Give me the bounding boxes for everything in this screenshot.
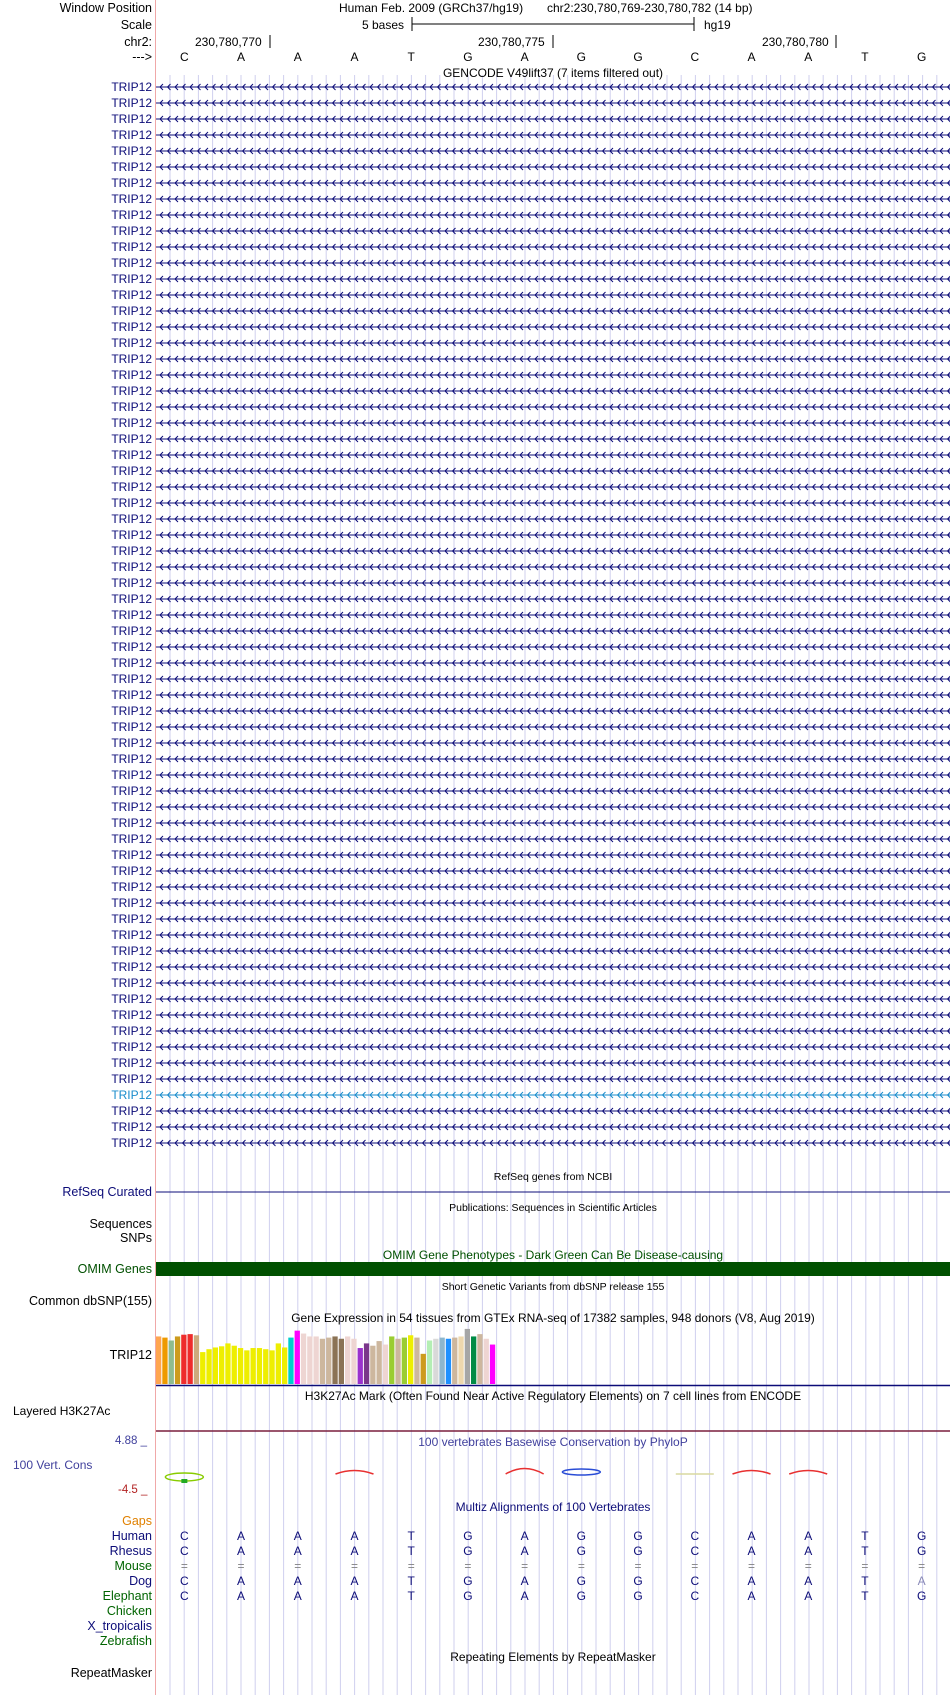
gtex-tissue-bar	[332, 1336, 337, 1384]
gtex-tissue-bar	[181, 1335, 186, 1384]
gencode-transcript-label[interactable]: TRIP12	[111, 256, 152, 270]
refseq-track-title[interactable]: RefSeq genes from NCBI	[493, 1171, 613, 1183]
scale-text: 5 bases	[362, 18, 405, 32]
gencode-transcript-label[interactable]: TRIP12	[111, 368, 152, 382]
publications-snps-label[interactable]: SNPs	[120, 1231, 152, 1245]
multiz-base: =	[464, 1559, 472, 1573]
assembly-title: Human Feb. 2009 (GRCh37/hg19)	[339, 1, 524, 15]
gencode-transcript-label[interactable]: TRIP12	[111, 704, 152, 718]
sequence-base: T	[861, 50, 869, 64]
gencode-transcript-label[interactable]: TRIP12	[111, 320, 152, 334]
multiz-base: T	[407, 1544, 415, 1558]
multiz-base: A	[237, 1574, 246, 1588]
multiz-base: G	[633, 1589, 643, 1603]
gtex-tissue-bar	[458, 1336, 463, 1384]
multiz-base: A	[747, 1529, 756, 1543]
multiz-base: =	[634, 1559, 642, 1573]
gencode-transcript-label[interactable]: TRIP12	[111, 896, 152, 910]
position-text[interactable]: chr2:230,780,769-230,780,782 (14 bp)	[547, 1, 753, 15]
multiz-base: A	[350, 1529, 359, 1543]
multiz-base: A	[350, 1589, 359, 1603]
multiz-base: C	[690, 1589, 700, 1603]
multiz-base: C	[180, 1529, 189, 1543]
multiz-species-label[interactable]: Chicken	[106, 1604, 152, 1618]
gencode-transcript-label[interactable]: TRIP12	[111, 928, 152, 942]
sequence-base: C	[180, 50, 189, 64]
gencode-transcript-label[interactable]: TRIP12	[111, 1136, 152, 1150]
gtex-tissue-bar	[288, 1338, 293, 1384]
gencode-transcript-label[interactable]: TRIP12	[111, 624, 152, 638]
ruler-tick-label: 230,780,775	[478, 35, 545, 49]
multiz-base: G	[633, 1544, 643, 1558]
multiz-base: =	[294, 1559, 302, 1573]
gtex-tissue-bar	[427, 1341, 432, 1385]
multiz-base: A	[293, 1544, 302, 1558]
gtex-tissue-bar	[440, 1338, 445, 1384]
gencode-transcript-label[interactable]: TRIP12	[111, 752, 152, 766]
multiz-base: G	[576, 1544, 587, 1558]
gencode-transcript-label[interactable]: TRIP12	[111, 688, 152, 702]
gtex-tissue-bar	[295, 1331, 300, 1384]
gtex-tissue-bar	[351, 1339, 356, 1384]
gencode-transcript-label[interactable]: TRIP12	[111, 1008, 152, 1022]
omim-track-title[interactable]: OMIM Gene Phenotypes - Dark Green Can Be Disease-causing	[382, 1248, 724, 1262]
multiz-base: C	[690, 1544, 700, 1558]
gtex-tissue-bar	[257, 1348, 262, 1384]
multiz-base: A	[520, 1574, 529, 1588]
gtex-tissue-bar	[282, 1347, 287, 1384]
gtex-tissue-bar	[370, 1346, 375, 1384]
gencode-transcript-label[interactable]: TRIP12	[111, 816, 152, 830]
gtex-tissue-bar	[477, 1334, 482, 1384]
gencode-transcript-label[interactable]: TRIP12	[111, 576, 152, 590]
gencode-transcript-label[interactable]: TRIP12	[111, 160, 152, 174]
gencode-transcript-label[interactable]: TRIP12	[111, 1072, 152, 1086]
repeatmasker-label[interactable]: RepeatMasker	[70, 1666, 152, 1680]
gtex-tissue-bar	[314, 1336, 319, 1384]
strand-label: --->	[132, 50, 152, 64]
phylop-label[interactable]: 100 Vert. Cons	[13, 1458, 93, 1472]
gtex-tissue-bar	[408, 1335, 413, 1384]
chrom-label: chr2:	[124, 35, 152, 49]
multiz-base: C	[180, 1574, 189, 1588]
multiz-species-label[interactable]: Dog	[129, 1574, 152, 1588]
gencode-transcript-label[interactable]: TRIP12	[111, 128, 152, 142]
gencode-transcript-label[interactable]: TRIP12	[111, 1024, 152, 1038]
gtex-tissue-bar	[421, 1354, 426, 1384]
gencode-transcript-label[interactable]: TRIP12	[111, 800, 152, 814]
omim-label[interactable]: OMIM Genes	[77, 1262, 152, 1276]
gencode-transcript-label[interactable]: TRIP12	[111, 944, 152, 958]
gencode-transcript-label[interactable]: TRIP12	[111, 960, 152, 974]
gencode-transcript-label[interactable]: TRIP12	[111, 480, 152, 494]
sequence-base: G	[633, 50, 643, 64]
gtex-tissue-bar	[307, 1336, 312, 1384]
multiz-base: =	[861, 1559, 869, 1573]
gtex-tissue-bar	[162, 1338, 167, 1384]
gencode-transcript-label[interactable]: TRIP12	[111, 336, 152, 350]
dbsnp-track-title[interactable]: Short Genetic Variants from dbSNP release 155	[441, 1281, 665, 1293]
gtex-track-title[interactable]: Gene Expression in 54 tissues from GTEx RNA-seq of 17382 samples, 948 donors (V8, Aug 2019)	[291, 1311, 815, 1325]
gencode-transcript-label[interactable]: TRIP12	[111, 976, 152, 990]
multiz-base: A	[350, 1574, 359, 1588]
sequence-base: A	[237, 50, 246, 64]
multiz-base: A	[293, 1589, 302, 1603]
gencode-transcript-label[interactable]: TRIP12	[111, 544, 152, 558]
multiz-species-label[interactable]: Elephant	[102, 1589, 152, 1603]
multiz-base: C	[690, 1529, 700, 1543]
gtex-tissue-bar	[326, 1338, 331, 1384]
gtex-tissue-bar	[269, 1350, 274, 1384]
multiz-base: =	[407, 1559, 415, 1573]
gtex-tissue-bar	[301, 1334, 306, 1384]
multiz-base: A	[293, 1574, 302, 1588]
gencode-transcript-label[interactable]: TRIP12	[111, 608, 152, 622]
gencode-transcript-label[interactable]: TRIP12	[111, 80, 152, 94]
multiz-base: C	[690, 1574, 700, 1588]
scale-label: Scale	[120, 18, 152, 32]
gencode-transcript-label[interactable]: TRIP12	[111, 112, 152, 126]
multiz-base: A	[804, 1574, 813, 1588]
multiz-base: C	[180, 1544, 189, 1558]
multiz-base: G	[463, 1544, 473, 1558]
multiz-base: A	[804, 1529, 813, 1543]
multiz-base: G	[576, 1574, 587, 1588]
sequence-base: T	[407, 50, 415, 64]
gtex-tissue-bar	[471, 1336, 476, 1384]
gtex-tissue-bar	[232, 1346, 237, 1384]
multiz-base: =	[521, 1559, 529, 1573]
multiz-base: =	[747, 1559, 755, 1573]
gencode-transcript-label[interactable]: TRIP12	[111, 144, 152, 158]
publications-sequences-label[interactable]: Sequences	[89, 1217, 152, 1231]
gtex-tissue-bar	[339, 1339, 344, 1384]
gtex-tissue-bar	[345, 1336, 350, 1384]
multiz-base: A	[293, 1529, 302, 1543]
gtex-tissue-bar	[446, 1339, 451, 1384]
gtex-tissue-bar	[402, 1338, 407, 1384]
phylop-track-title[interactable]: 100 vertebrates Basewise Conservation by PhyloP	[418, 1435, 688, 1449]
dbsnp-label[interactable]: Common dbSNP(155)	[29, 1294, 152, 1308]
gencode-transcript-label[interactable]: TRIP12	[111, 448, 152, 462]
multiz-base: G	[576, 1589, 587, 1603]
gencode-transcript-label[interactable]: TRIP12	[111, 192, 152, 206]
multiz-base: A	[804, 1589, 813, 1603]
multiz-species-label[interactable]: Zebrafish	[99, 1634, 152, 1648]
gencode-transcript-label[interactable]: TRIP12	[111, 1056, 152, 1070]
gtex-tissue-bar	[175, 1336, 180, 1384]
ruler-tick-label: 230,780,770	[195, 35, 262, 49]
gencode-transcript-label[interactable]: TRIP12	[111, 528, 152, 542]
gencode-transcript-label[interactable]: TRIP12	[111, 304, 152, 318]
gencode-transcript-label[interactable]: TRIP12	[111, 512, 152, 526]
gtex-tissue-bar	[200, 1352, 205, 1384]
gencode-transcript-label[interactable]: TRIP12	[111, 592, 152, 606]
multiz-base: A	[237, 1589, 246, 1603]
sequence-base: A	[293, 50, 302, 64]
gencode-transcript-label[interactable]: TRIP12	[111, 784, 152, 798]
multiz-base: A	[917, 1574, 926, 1588]
gencode-transcript-label[interactable]: TRIP12	[111, 912, 152, 926]
h3k27ac-label[interactable]: Layered H3K27Ac	[13, 1404, 111, 1418]
gencode-transcript-label[interactable]: TRIP12	[111, 400, 152, 414]
multiz-base: A	[804, 1544, 813, 1558]
multiz-base: =	[350, 1559, 358, 1573]
multiz-base: =	[180, 1559, 188, 1573]
gtex-tissue-bar	[452, 1338, 457, 1384]
gencode-transcript-label[interactable]: TRIP12	[111, 1120, 152, 1134]
gtex-tissue-bar	[364, 1343, 369, 1384]
gtex-tissue-bar	[276, 1343, 281, 1384]
multiz-track-title[interactable]: Multiz Alignments of 100 Vertebrates	[455, 1500, 651, 1514]
multiz-base: =	[691, 1559, 699, 1573]
multiz-species-label[interactable]: Mouse	[114, 1559, 152, 1573]
multiz-base: G	[633, 1574, 643, 1588]
multiz-base: A	[350, 1544, 359, 1558]
gencode-track-title[interactable]: GENCODE V49lift37 (7 items filtered out)	[442, 66, 664, 80]
gtex-tissue-bar	[383, 1345, 388, 1384]
gencode-transcript-label[interactable]: TRIP12	[111, 992, 152, 1006]
sequence-base: A	[520, 50, 529, 64]
multiz-base: T	[861, 1544, 869, 1558]
gtex-tissue-bar	[389, 1336, 394, 1384]
phylop-glyph	[181, 1479, 187, 1483]
gtex-tissue-bar	[238, 1348, 243, 1384]
gtex-tissue-bar	[484, 1339, 489, 1384]
multiz-base: T	[861, 1529, 869, 1543]
multiz-base: T	[861, 1589, 869, 1603]
gencode-transcript-label[interactable]: TRIP12	[111, 432, 152, 446]
gtex-tissue-bar	[358, 1348, 363, 1384]
gencode-transcript-label[interactable]: TRIP12	[111, 416, 152, 430]
gencode-transcript-label[interactable]: TRIP12	[111, 848, 152, 862]
multiz-base: A	[747, 1574, 756, 1588]
multiz-base: =	[577, 1559, 585, 1573]
gencode-transcript-label[interactable]: TRIP12	[111, 272, 152, 286]
gtex-tissue-bar	[206, 1349, 211, 1384]
gencode-transcript-label[interactable]: TRIP12	[111, 832, 152, 846]
multiz-species-label[interactable]: Rhesus	[109, 1544, 152, 1558]
gtex-tissue-bar	[244, 1350, 249, 1384]
gtex-tissue-bar	[490, 1345, 495, 1384]
gencode-transcript-label[interactable]: TRIP12	[111, 864, 152, 878]
multiz-base: G	[916, 1544, 927, 1558]
gencode-transcript-label[interactable]: TRIP12	[111, 1088, 152, 1102]
gencode-transcript-label[interactable]: TRIP12	[111, 1040, 152, 1054]
multiz-base: G	[633, 1529, 643, 1543]
sequence-base: G	[916, 50, 927, 64]
multiz-base: T	[407, 1529, 415, 1543]
gtex-tissue-bar	[169, 1341, 174, 1385]
multiz-base: G	[463, 1529, 473, 1543]
gtex-tissue-bar	[433, 1339, 438, 1384]
multiz-base: A	[520, 1589, 529, 1603]
multiz-base: =	[804, 1559, 812, 1573]
gtex-tissue-bar	[194, 1335, 199, 1384]
db-label: hg19	[704, 18, 731, 32]
gencode-transcript-label[interactable]: TRIP12	[111, 288, 152, 302]
gencode-transcript-label[interactable]: TRIP12	[111, 640, 152, 654]
gtex-tissue-bar	[156, 1336, 161, 1384]
gtex-tissue-bar	[225, 1343, 230, 1384]
multiz-base: G	[916, 1589, 927, 1603]
sequence-base: A	[747, 50, 756, 64]
multiz-base: A	[747, 1589, 756, 1603]
gencode-transcript-label[interactable]: TRIP12	[111, 880, 152, 894]
refseq-label[interactable]: RefSeq Curated	[62, 1185, 152, 1199]
multiz-base: T	[407, 1589, 415, 1603]
gtex-tissue-bar	[188, 1334, 193, 1384]
gencode-transcript-label[interactable]: TRIP12	[111, 672, 152, 686]
gencode-transcript-label[interactable]: TRIP12	[111, 1104, 152, 1118]
multiz-base: A	[520, 1529, 529, 1543]
multiz-base: A	[747, 1544, 756, 1558]
gencode-transcript-label[interactable]: TRIP12	[111, 208, 152, 222]
h3k27ac-track-title[interactable]: H3K27Ac Mark (Often Found Near Active Regulatory Elements) on 7 cell lines from ENCODE	[304, 1389, 802, 1403]
gaps-label: Gaps	[122, 1514, 152, 1528]
gencode-transcript-label[interactable]: TRIP12	[111, 656, 152, 670]
multiz-base: G	[916, 1529, 927, 1543]
multiz-base: =	[237, 1559, 245, 1573]
sequence-base: G	[576, 50, 587, 64]
gencode-transcript-label[interactable]: TRIP12	[111, 176, 152, 190]
multiz-base: T	[861, 1574, 869, 1588]
repeatmasker-track-title[interactable]: Repeating Elements by RepeatMasker	[450, 1650, 656, 1664]
multiz-base: G	[463, 1589, 473, 1603]
gencode-transcript-label[interactable]: TRIP12	[111, 96, 152, 110]
ruler-tick-label: 230,780,780	[762, 35, 829, 49]
gtex-gene-label[interactable]: TRIP12	[109, 1348, 152, 1362]
gtex-tissue-bar	[395, 1339, 400, 1384]
omim-block	[156, 1262, 950, 1276]
gencode-transcript-label[interactable]: TRIP12	[111, 240, 152, 254]
gtex-tissue-bar	[414, 1338, 419, 1384]
gencode-transcript-label[interactable]: TRIP12	[111, 736, 152, 750]
sequence-base: A	[350, 50, 359, 64]
multiz-base: =	[918, 1559, 926, 1573]
gencode-transcript-label[interactable]: TRIP12	[111, 720, 152, 734]
multiz-base: A	[237, 1544, 246, 1558]
gtex-tissue-bar	[320, 1339, 325, 1384]
gtex-tissue-bar	[213, 1347, 218, 1384]
gencode-transcript-label[interactable]: TRIP12	[111, 560, 152, 574]
gencode-transcript-label[interactable]: TRIP12	[111, 224, 152, 238]
gencode-transcript-label[interactable]: TRIP12	[111, 496, 152, 510]
gencode-transcript-label[interactable]: TRIP12	[111, 464, 152, 478]
gtex-tissue-bar	[263, 1349, 268, 1384]
window-position-label: Window Position	[59, 1, 152, 15]
gtex-tissue-bar	[377, 1341, 382, 1384]
multiz-base: A	[520, 1544, 529, 1558]
multiz-base: G	[463, 1574, 473, 1588]
sequence-base: G	[463, 50, 473, 64]
multiz-base: A	[237, 1529, 246, 1543]
multiz-species-label[interactable]: X_tropicalis	[87, 1619, 152, 1633]
multiz-species-label[interactable]: Human	[111, 1529, 152, 1543]
gencode-transcript-label[interactable]: TRIP12	[111, 768, 152, 782]
gencode-transcript-label[interactable]: TRIP12	[111, 384, 152, 398]
gtex-tissue-bar	[219, 1346, 224, 1384]
gencode-transcript-label[interactable]: TRIP12	[111, 352, 152, 366]
sequence-base: C	[690, 50, 700, 64]
publications-track-title[interactable]: Publications: Sequences in Scientific Articles	[449, 1202, 657, 1214]
phylop-ymax: 4.88 _	[115, 1435, 147, 1447]
phylop-ymin: -4.5 _	[118, 1484, 148, 1496]
multiz-base: G	[576, 1529, 587, 1543]
multiz-base: C	[180, 1589, 189, 1603]
gtex-tissue-bar	[465, 1329, 470, 1384]
sequence-base: A	[804, 50, 813, 64]
gtex-tissue-bar	[251, 1348, 256, 1384]
multiz-base: T	[407, 1574, 415, 1588]
